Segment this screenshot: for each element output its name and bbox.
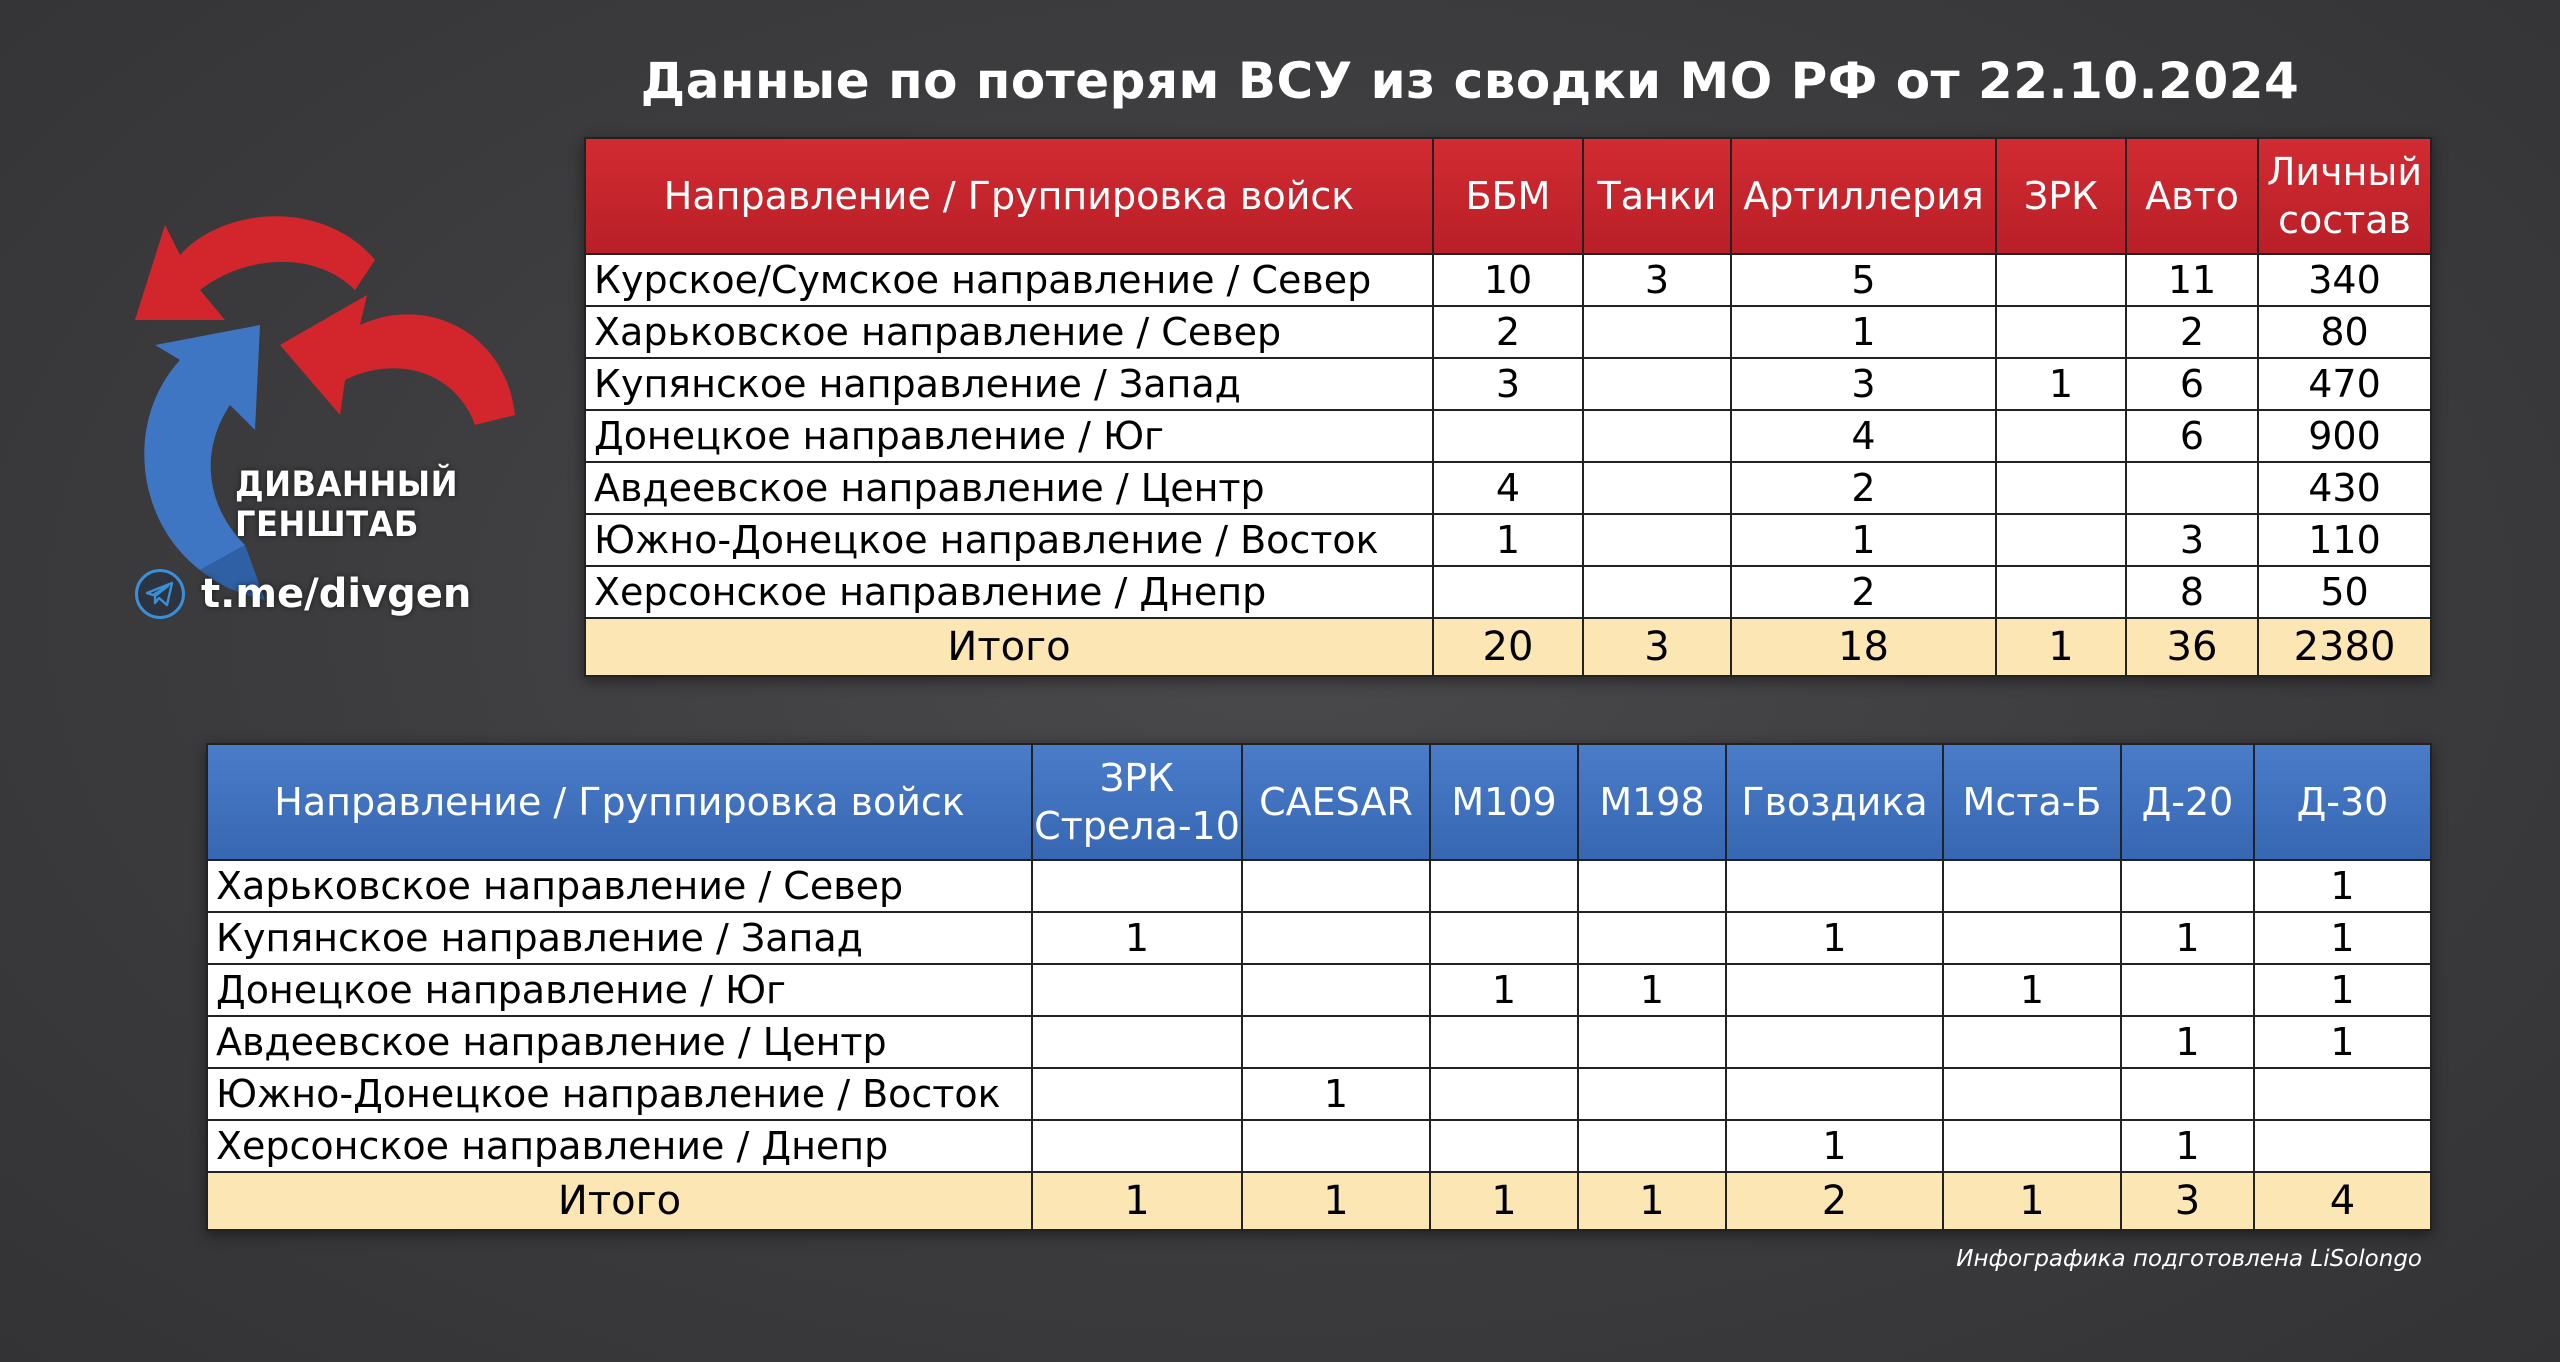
value-cell [1032,1068,1242,1120]
header-msta-b: Мста-Б [1943,744,2121,860]
direction-cell: Южно-Донецкое направление / Восток [207,1068,1032,1120]
losses-table-main [584,137,2432,677]
value-cell: 1 [2254,964,2431,1016]
value-cell [1583,566,1731,618]
table-row [207,1068,2431,1120]
total-value: 18 [1731,618,1996,676]
value-cell: 10 [1433,254,1583,306]
direction-cell: Харьковское направление / Север [585,306,1433,358]
telegram-handle: t.me/divgen [201,571,472,617]
brand-line1: ДИВАННЫЙ [235,465,458,505]
value-cell: 2 [2126,306,2258,358]
value-cell [1943,1016,2121,1068]
table-row [585,462,2431,514]
value-cell: 2 [1731,462,1996,514]
value-cell [1583,306,1731,358]
value-cell: 1 [2121,1016,2254,1068]
total-row [207,1172,2431,1230]
value-cell [1242,964,1430,1016]
header-artillery: Артиллерия [1731,138,1996,254]
table-row [207,860,2431,912]
value-cell [1726,1068,1943,1120]
total-value: 4 [2254,1172,2431,1230]
value-cell: 1 [1943,964,2121,1016]
value-cell [1242,1120,1430,1172]
value-cell: 1 [2121,912,2254,964]
value-cell: 340 [2258,254,2431,306]
value-cell [1242,860,1430,912]
telegram-link[interactable] [135,565,471,623]
value-cell [1433,566,1583,618]
value-cell: 430 [2258,462,2431,514]
brand-name [235,465,477,545]
table-row [207,1120,2431,1172]
value-cell: 3 [1433,358,1583,410]
header-m109: M109 [1430,744,1578,860]
total-value: 1 [1430,1172,1578,1230]
header-gvozdika: Гвоздика [1726,744,1943,860]
direction-cell: Южно-Донецкое направление / Восток [585,514,1433,566]
value-cell [1943,912,2121,964]
value-cell [1996,462,2126,514]
value-cell [2121,860,2254,912]
direction-cell: Харьковское направление / Север [207,860,1032,912]
value-cell [2121,964,2254,1016]
value-cell [1943,1120,2121,1172]
value-cell: 3 [1583,254,1731,306]
value-cell: 1 [1242,1068,1430,1120]
value-cell [1032,860,1242,912]
total-value: 36 [2126,618,2258,676]
header-tanks: Танки [1583,138,1731,254]
value-cell [2121,1068,2254,1120]
value-cell: 1 [1726,912,1943,964]
table-header-row [585,138,2431,254]
losses-table-equipment [206,743,2432,1231]
direction-cell: Донецкое направление / Юг [207,964,1032,1016]
header-d20: Д-20 [2121,744,2254,860]
table-row [585,306,2431,358]
header-direction: Направление / Группировка войск [207,744,1032,860]
value-cell [1430,1016,1578,1068]
header-zrk: ЗРК [1996,138,2126,254]
header-direction: Направление / Группировка войск [585,138,1433,254]
total-value: 3 [2121,1172,2254,1230]
header-m198: M198 [1578,744,1726,860]
header-d30: Д-30 [2254,744,2431,860]
value-cell [1242,1016,1430,1068]
value-cell [1578,912,1726,964]
value-cell [1583,410,1731,462]
value-cell [1433,410,1583,462]
value-cell [1583,358,1731,410]
total-value: 1 [1996,618,2126,676]
direction-cell: Купянское направление / Запад [585,358,1433,410]
value-cell: 1 [1726,1120,1943,1172]
direction-cell: Херсонское направление / Днепр [207,1120,1032,1172]
value-cell [1996,566,2126,618]
value-cell [1996,410,2126,462]
total-label: Итого [585,618,1433,676]
value-cell: 8 [2126,566,2258,618]
header-personnel: Личный состав [2258,138,2431,254]
total-row [585,618,2431,676]
value-cell [1578,1068,1726,1120]
total-value: 2380 [2258,618,2431,676]
value-cell [1242,912,1430,964]
value-cell: 1 [2254,860,2431,912]
value-cell: 4 [1731,410,1996,462]
page-title: Данные по потерям ВСУ из сводки МО РФ от 22.10.2024 [640,52,2300,110]
value-cell [1996,514,2126,566]
header-auto: Авто [2126,138,2258,254]
value-cell [1430,912,1578,964]
value-cell: 80 [2258,306,2431,358]
value-cell: 50 [2258,566,2431,618]
value-cell [1032,1120,1242,1172]
value-cell [1943,860,2121,912]
value-cell [2254,1068,2431,1120]
brand-line2: ГЕНШТАБ [235,505,419,545]
value-cell [1583,514,1731,566]
value-cell [1578,1120,1726,1172]
table-row [585,410,2431,462]
value-cell: 1 [2254,1016,2431,1068]
value-cell: 3 [2126,514,2258,566]
direction-cell: Херсонское направление / Днепр [585,566,1433,618]
value-cell [1726,964,1943,1016]
value-cell [1726,1016,1943,1068]
total-label: Итого [207,1172,1032,1230]
value-cell: 1 [1430,964,1578,1016]
value-cell: 6 [2126,358,2258,410]
total-value: 20 [1433,618,1583,676]
value-cell [1032,964,1242,1016]
table-row [585,358,2431,410]
value-cell: 4 [1433,462,1583,514]
direction-cell: Донецкое направление / Юг [585,410,1433,462]
telegram-icon [135,569,185,619]
value-cell: 11 [2126,254,2258,306]
divan-genshtab-logo [105,190,525,630]
value-cell: 1 [1731,514,1996,566]
direction-cell: Курское/Сумское направление / Север [585,254,1433,306]
value-cell [1032,1016,1242,1068]
value-cell: 1 [1996,358,2126,410]
direction-cell: Авдеевское направление / Центр [585,462,1433,514]
value-cell: 1 [1032,912,1242,964]
table-row [585,566,2431,618]
credit-note: Инфографика подготовлена LiSolongo [1956,1246,2422,1272]
value-cell: 1 [1731,306,1996,358]
total-value: 1 [1242,1172,1430,1230]
value-cell [1996,306,2126,358]
value-cell: 2 [1731,566,1996,618]
direction-cell: Купянское направление / Запад [207,912,1032,964]
value-cell: 1 [2121,1120,2254,1172]
table-row [207,912,2431,964]
value-cell [1943,1068,2121,1120]
total-value: 1 [1032,1172,1242,1230]
table-row [207,964,2431,1016]
header-bbm: ББМ [1433,138,1583,254]
value-cell: 5 [1731,254,1996,306]
total-value: 3 [1583,618,1731,676]
value-cell [1430,1068,1578,1120]
table-row [207,1016,2431,1068]
total-value: 1 [1578,1172,1726,1230]
table-row [585,254,2431,306]
table-header-row [207,744,2431,860]
value-cell [2126,462,2258,514]
value-cell [1430,860,1578,912]
value-cell: 470 [2258,358,2431,410]
value-cell: 3 [1731,358,1996,410]
header-caesar: CAESAR [1242,744,1430,860]
header-zrk-strela: ЗРК Стрела-10 [1032,744,1242,860]
value-cell [1996,254,2126,306]
value-cell [1578,860,1726,912]
value-cell: 2 [1433,306,1583,358]
value-cell: 1 [2254,912,2431,964]
total-value: 2 [1726,1172,1943,1230]
table-row [585,514,2431,566]
value-cell [1726,860,1943,912]
value-cell [1578,1016,1726,1068]
value-cell: 110 [2258,514,2431,566]
value-cell: 1 [1578,964,1726,1016]
value-cell [1430,1120,1578,1172]
value-cell: 900 [2258,410,2431,462]
value-cell: 6 [2126,410,2258,462]
value-cell [2254,1120,2431,1172]
direction-cell: Авдеевское направление / Центр [207,1016,1032,1068]
total-value: 1 [1943,1172,2121,1230]
value-cell [1583,462,1731,514]
value-cell: 1 [1433,514,1583,566]
